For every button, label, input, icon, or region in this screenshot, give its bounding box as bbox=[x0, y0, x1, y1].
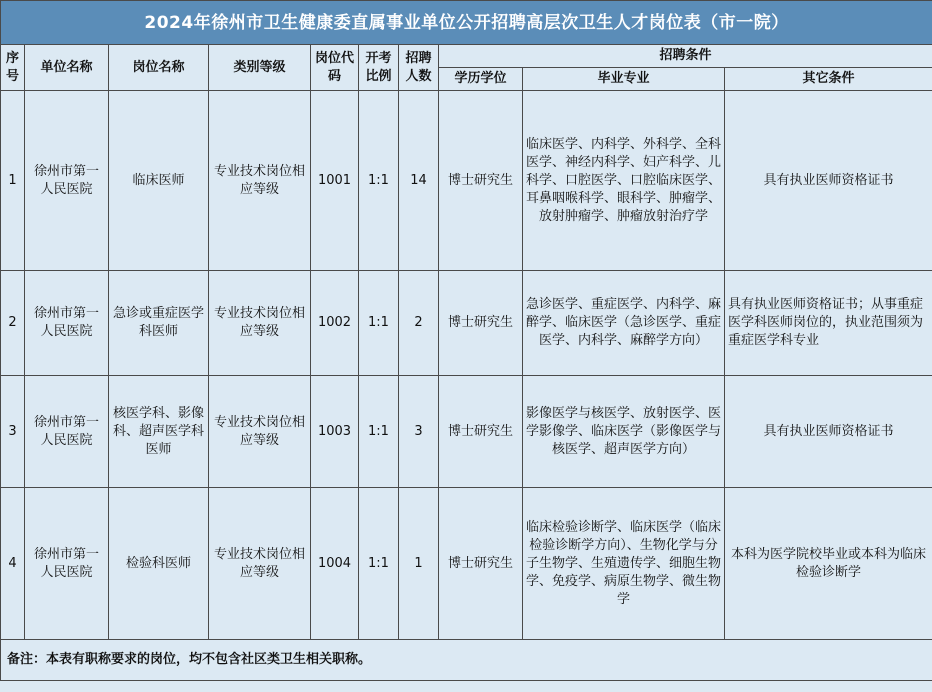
cell-degree: 博士研究生 bbox=[439, 271, 523, 376]
page-title: 2024年徐州市卫生健康委直属事业单位公开招聘高层次卫生人才岗位表（市一院） bbox=[1, 1, 932, 45]
cell-code: 1001 bbox=[311, 91, 359, 271]
cell-category: 专业技术岗位相应等级 bbox=[209, 271, 311, 376]
cell-seq: 4 bbox=[1, 488, 25, 640]
cell-category: 专业技术岗位相应等级 bbox=[209, 488, 311, 640]
cell-position: 核医学科、影像科、超声医学科医师 bbox=[109, 376, 209, 488]
cell-seq: 2 bbox=[1, 271, 25, 376]
header-major: 毕业专业 bbox=[523, 68, 725, 91]
header-unit: 单位名称 bbox=[25, 45, 109, 91]
cell-degree: 博士研究生 bbox=[439, 488, 523, 640]
cell-position: 急诊或重症医学科医师 bbox=[109, 271, 209, 376]
cell-count: 3 bbox=[399, 376, 439, 488]
cell-unit: 徐州市第一人民医院 bbox=[25, 91, 109, 271]
header-degree: 学历学位 bbox=[439, 68, 523, 91]
cell-ratio: 1:1 bbox=[359, 271, 399, 376]
header-ratio: 开考比例 bbox=[359, 45, 399, 91]
cell-major: 临床检验诊断学、临床医学（临床检验诊断学方向）、生物化学与分子生物学、生殖遗传学、细胞生物学、免疫学、病原生物学、微生物学 bbox=[523, 488, 725, 640]
cell-position: 临床医师 bbox=[109, 91, 209, 271]
cell-major: 影像医学与核医学、放射医学、医学影像学、临床医学（影像医学与核医学、超声医学方向） bbox=[523, 376, 725, 488]
cell-code: 1004 bbox=[311, 488, 359, 640]
header-other: 其它条件 bbox=[725, 68, 932, 91]
table-row bbox=[1, 376, 932, 488]
cell-unit: 徐州市第一人民医院 bbox=[25, 488, 109, 640]
table-row bbox=[1, 488, 932, 640]
cell-ratio: 1:1 bbox=[359, 376, 399, 488]
cell-other: 本科为医学院校毕业或本科为临床检验诊断学 bbox=[725, 488, 932, 640]
cell-count: 1 bbox=[399, 488, 439, 640]
cell-category: 专业技术岗位相应等级 bbox=[209, 91, 311, 271]
cell-seq: 3 bbox=[1, 376, 25, 488]
cell-ratio: 1:1 bbox=[359, 91, 399, 271]
cell-position: 检验科医师 bbox=[109, 488, 209, 640]
header-position: 岗位名称 bbox=[109, 45, 209, 91]
cell-category: 专业技术岗位相应等级 bbox=[209, 376, 311, 488]
cell-count: 14 bbox=[399, 91, 439, 271]
cell-ratio: 1:1 bbox=[359, 488, 399, 640]
cell-count: 2 bbox=[399, 271, 439, 376]
footnote: 备注：本表有职称要求的岗位，均不包含社区类卫生相关职称。 bbox=[1, 640, 932, 681]
header-seq: 序号 bbox=[1, 45, 25, 91]
cell-major: 急诊医学、重症医学、内科学、麻醉学、临床医学（急诊医学、重症医学、内科学、麻醉学方向） bbox=[523, 271, 725, 376]
header-category: 类别等级 bbox=[209, 45, 311, 91]
header-conditions: 招聘条件 bbox=[439, 45, 932, 68]
cell-major: 临床医学、内科学、外科学、全科医学、神经内科学、妇产科学、儿科学、口腔医学、口腔临床医学、耳鼻咽喉科学、眼科学、肿瘤学、放射肿瘤学、肿瘤放射治疗学 bbox=[523, 91, 725, 271]
cell-degree: 博士研究生 bbox=[439, 91, 523, 271]
cell-degree: 博士研究生 bbox=[439, 376, 523, 488]
cell-code: 1003 bbox=[311, 376, 359, 488]
cell-other: 具有执业医师资格证书；从事重症医学科医师岗位的，执业范围须为重症医学科专业 bbox=[725, 271, 932, 376]
table-row bbox=[1, 271, 932, 376]
cell-other: 具有执业医师资格证书 bbox=[725, 91, 932, 271]
cell-unit: 徐州市第一人民医院 bbox=[25, 271, 109, 376]
cell-seq: 1 bbox=[1, 91, 25, 271]
table-row bbox=[1, 91, 932, 271]
cell-other: 具有执业医师资格证书 bbox=[725, 376, 932, 488]
cell-code: 1002 bbox=[311, 271, 359, 376]
header-code: 岗位代码 bbox=[311, 45, 359, 91]
cell-unit: 徐州市第一人民医院 bbox=[25, 376, 109, 488]
header-count: 招聘人数 bbox=[399, 45, 439, 91]
